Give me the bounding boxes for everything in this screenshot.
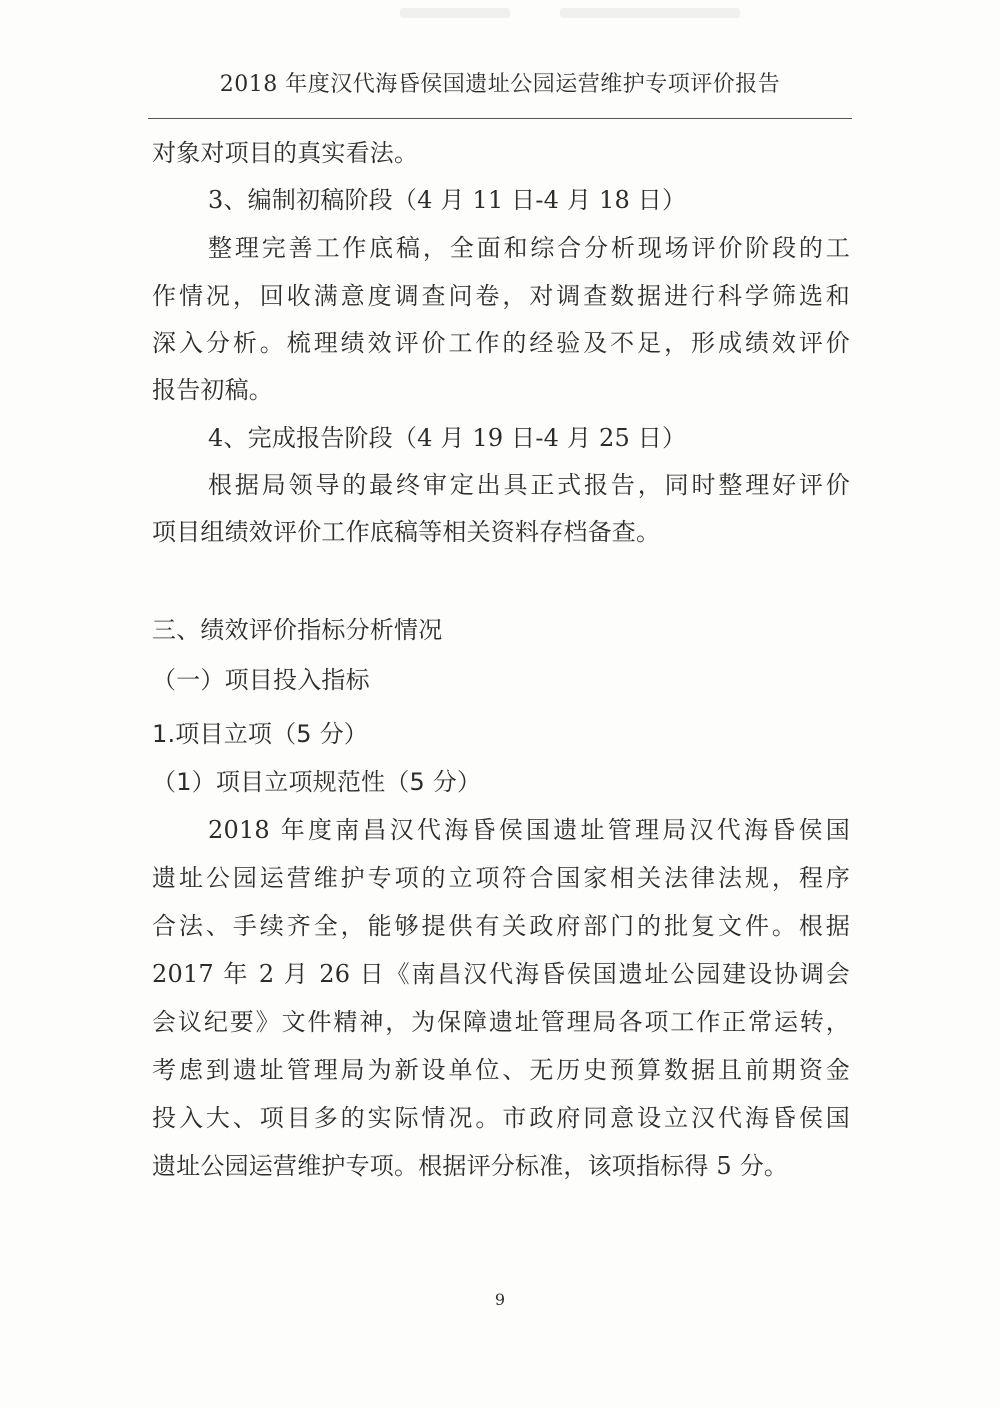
- body-line: 对象对项目的真实看法。: [152, 139, 419, 167]
- body-line: 投入大、项目多的实际情况。市政府同意设立汉代海昏侯国: [152, 1104, 850, 1132]
- item-heading: 1.项目立项（5 分）: [152, 720, 368, 748]
- body-line: 报告初稿。: [152, 376, 273, 404]
- body-line: 遗址公园运营维护专项的立项符合国家相关法律法规，程序: [152, 864, 850, 892]
- item-heading: （1）项目立项规范性（5 分）: [152, 768, 482, 796]
- body-line: 合法、手续齐全，能够提供有关政府部门的批复文件。根据: [152, 912, 850, 940]
- body-line: 考虑到遗址管理局为新设单位、无历史预算数据且前期资金: [152, 1056, 850, 1084]
- header-rule: [148, 118, 852, 119]
- body-line: 2018 年度南昌汉代海昏侯国遗址管理局汉代海昏侯国: [208, 816, 850, 844]
- body-line: 会议纪要》文件精神，为保障遗址管理局各项工作正常运转，: [152, 1008, 850, 1036]
- page-number: 9: [494, 1290, 506, 1309]
- body-line: 2017 年 2 月 26 日《南昌汉代海昏侯国遗址公园建设协调会: [152, 960, 850, 988]
- body-line: 根据局领导的最终审定出具正式报告，同时整理好评价: [208, 471, 850, 499]
- section-heading: 三、绩效评价指标分析情况: [152, 616, 443, 644]
- running-header: 2018 年度汉代海昏侯国遗址公园运营维护专项评价报告: [219, 72, 781, 97]
- body-line: 遗址公园运营维护专项。根据评分标准，该项指标得 5 分。: [152, 1152, 789, 1180]
- body-line: 深入分析。梳理绩效评价工作的经验及不足，形成绩效评价: [152, 329, 850, 357]
- body-line: 整理完善工作底稿，全面和综合分析现场评价阶段的工: [208, 234, 850, 262]
- subsection-heading: （一）项目投入指标: [152, 666, 370, 694]
- body-line: 作情况，回收满意度调查问卷，对调查数据进行科学筛选和: [152, 282, 850, 310]
- subsection-heading: 4、完成报告阶段（4 月 19 日-4 月 25 日）: [208, 424, 687, 452]
- scan-artifact: [560, 8, 740, 18]
- subsection-heading: 3、编制初稿阶段（4 月 11 日-4 月 18 日）: [208, 186, 687, 214]
- scan-artifact: [400, 8, 510, 18]
- body-line: 项目组绩效评价工作底稿等相关资料存档备查。: [152, 518, 661, 546]
